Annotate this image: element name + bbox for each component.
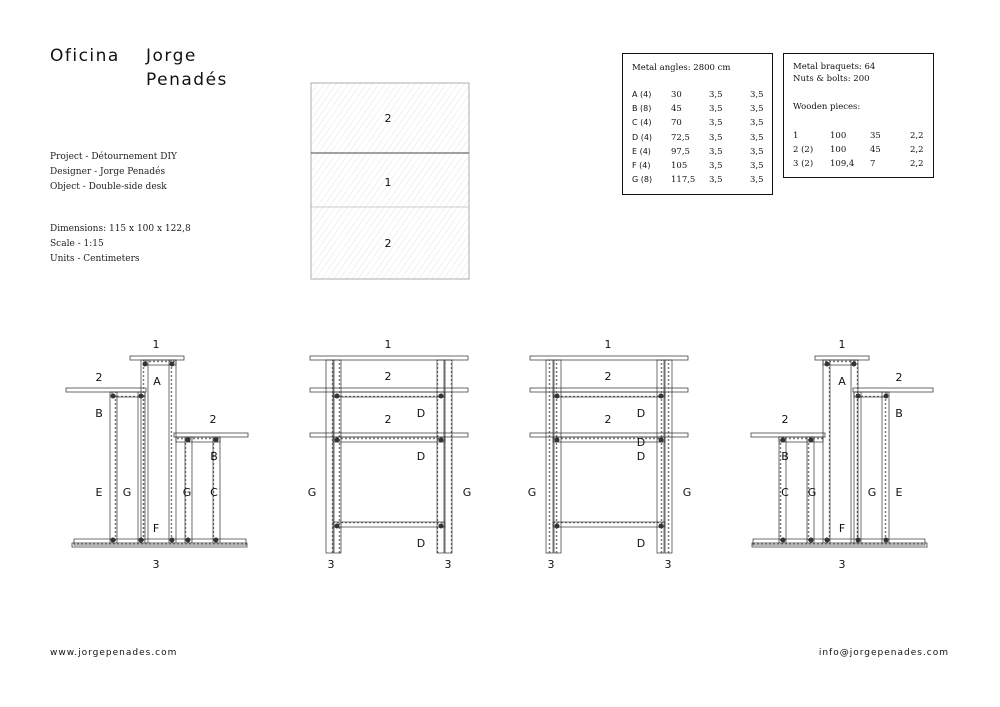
- v1-label-g2: G: [182, 486, 192, 499]
- v1-label-b1: B: [95, 407, 103, 420]
- angles-cell: B (8): [632, 104, 652, 114]
- v1-label-f: F: [152, 522, 160, 535]
- v4-label-right-shelf: 2: [895, 371, 903, 384]
- angles-cell: 105: [671, 161, 688, 171]
- scale: Scale - 1:15: [50, 239, 104, 249]
- v4-label-g2: G: [807, 486, 817, 499]
- brand-jorge: Jorge: [146, 46, 197, 66]
- angles-cell: 3,5: [709, 146, 723, 157]
- v2-label-s2: 2: [384, 413, 392, 426]
- plan-label-top: 2: [384, 112, 392, 125]
- brand-penades: Penadés: [146, 70, 228, 90]
- email-link[interactable]: info@jorgepenades.com: [818, 648, 949, 658]
- elevation-views: [0, 330, 1000, 580]
- v1-label-top: 1: [152, 338, 160, 351]
- wood-cell: 35: [870, 131, 881, 141]
- wood-cell: 2 (2): [793, 145, 814, 155]
- metal-angles-table: [622, 53, 773, 195]
- wood-cell: 1: [793, 131, 799, 141]
- angles-cell: E (4): [632, 146, 651, 156]
- v2-label-top: 1: [384, 338, 392, 351]
- wood-cell: 100: [830, 145, 847, 155]
- v2-label-base-left: 3: [327, 558, 335, 571]
- v4-label-a: A: [838, 375, 846, 388]
- plan-label-middle: 1: [384, 176, 392, 189]
- angles-cell: 3,5: [709, 161, 723, 171]
- v2-label-d1: D: [416, 407, 426, 420]
- object-name: Object - Double-side desk: [50, 182, 167, 192]
- v1-label-left-shelf: 2: [95, 371, 103, 384]
- v4-label-top: 1: [838, 338, 846, 351]
- angles-cell: 3,5: [750, 161, 764, 171]
- angles-cell: D (4): [632, 132, 653, 142]
- v4-label-b1: B: [895, 407, 903, 420]
- angles-cell: 30: [671, 90, 682, 100]
- angles-cell: 3,5: [750, 90, 764, 100]
- v4-label-e: E: [895, 486, 903, 499]
- wood-cell: 2,2: [910, 159, 924, 169]
- wood-cell: 45: [870, 145, 881, 155]
- project-info: [50, 150, 177, 195]
- angles-cell: 72,5: [671, 132, 690, 143]
- v3-label-d1: D: [636, 407, 646, 420]
- angles-cell: 3,5: [709, 175, 723, 186]
- v1-label-mid-shelf: 2: [209, 413, 217, 426]
- v1-label-g1: G: [122, 486, 132, 499]
- side-view-left: [66, 338, 248, 571]
- v1-label-bottom: 3: [152, 558, 160, 571]
- v1-label-c: C: [210, 486, 218, 499]
- v2-label-g-left: G: [307, 486, 317, 499]
- v3-label-s1: 2: [604, 370, 612, 383]
- v3-label-base-left: 3: [547, 558, 555, 571]
- v2-label-base-right: 3: [444, 558, 452, 571]
- angles-cell: A (4): [632, 90, 652, 99]
- v2-label-d3: D: [416, 537, 426, 550]
- wood-cell: 2,2: [910, 145, 924, 155]
- v3-label-g-right: G: [682, 486, 692, 499]
- front-view-left: [308, 338, 472, 571]
- v4-label-b2: B: [781, 450, 789, 463]
- side-view-right: [751, 338, 933, 571]
- angles-cell: C (4): [632, 118, 652, 128]
- v1-label-e: E: [95, 486, 103, 499]
- nuts-bolts: Nuts & bolts: 200: [793, 74, 870, 84]
- v3-label-base-right: 3: [664, 558, 672, 571]
- angles-cell: 45: [671, 104, 682, 115]
- wood-cell: 2,2: [910, 131, 924, 141]
- plan-label-bottom: 2: [384, 237, 392, 250]
- wooden-pieces-title: Wooden pieces:: [793, 102, 861, 112]
- v1-label-b2: B: [210, 450, 218, 463]
- angles-cell: 3,5: [709, 90, 723, 100]
- top-plan-view: [308, 80, 472, 282]
- v3-label-d4: D: [636, 537, 646, 550]
- angles-cell: G (8): [632, 175, 653, 185]
- v4-label-g1: G: [867, 486, 877, 499]
- v3-label-s2: 2: [604, 413, 612, 426]
- project-name: Project - Détournement DIY: [50, 152, 177, 162]
- v1-label-a: A: [153, 375, 161, 388]
- brand-oficina: Oficina: [50, 46, 120, 66]
- angles-cell: 3,5: [709, 132, 723, 143]
- wood-cell: 100: [830, 131, 847, 141]
- v4-label-c: C: [781, 486, 789, 499]
- angles-cell: 3,5: [709, 118, 723, 129]
- units: Units - Centimeters: [50, 254, 140, 264]
- dimension-info: [50, 222, 191, 267]
- angles-cell: 3,5: [750, 146, 764, 157]
- metal-braquets: Metal braquets: 64: [793, 62, 876, 72]
- angles-cell: 97,5: [671, 146, 690, 157]
- v3-label-top: 1: [604, 338, 612, 351]
- angles-cell: 3,5: [750, 118, 764, 129]
- v3-label-g-left: G: [527, 486, 537, 499]
- designer-name: Designer - Jorge Penadés: [50, 167, 166, 177]
- v4-label-bottom: 3: [838, 558, 846, 571]
- angles-cell: 70: [671, 118, 682, 129]
- v2-label-d2: D: [416, 450, 426, 463]
- angles-cell: F (4): [632, 161, 651, 170]
- wood-cell: 3 (2): [793, 159, 814, 169]
- front-view-right: [528, 338, 692, 571]
- v3-label-d3: D: [636, 450, 646, 463]
- v2-label-g-right: G: [462, 486, 472, 499]
- angles-cell: 3,5: [750, 104, 764, 115]
- wood-cell: 7: [870, 159, 876, 169]
- wooden-pieces-table: [783, 53, 934, 178]
- dimensions: Dimensions: 115 x 100 x 122,8: [50, 224, 191, 234]
- v4-label-f: F: [838, 522, 846, 535]
- angles-cell: 3,5: [750, 132, 764, 143]
- v2-label-s1: 2: [384, 370, 392, 383]
- angles-cell: 3,5: [709, 104, 723, 115]
- v4-label-mid-shelf: 2: [781, 413, 789, 426]
- wood-cell: 109,4: [830, 159, 855, 169]
- v3-label-d2: D: [636, 436, 646, 449]
- website-link[interactable]: www.jorgepenades.com: [50, 648, 178, 658]
- angles-cell: 117,5: [671, 175, 696, 186]
- angles-cell: 3,5: [750, 175, 764, 186]
- metal-angles-title: Metal angles: 2800 cm: [632, 63, 731, 73]
